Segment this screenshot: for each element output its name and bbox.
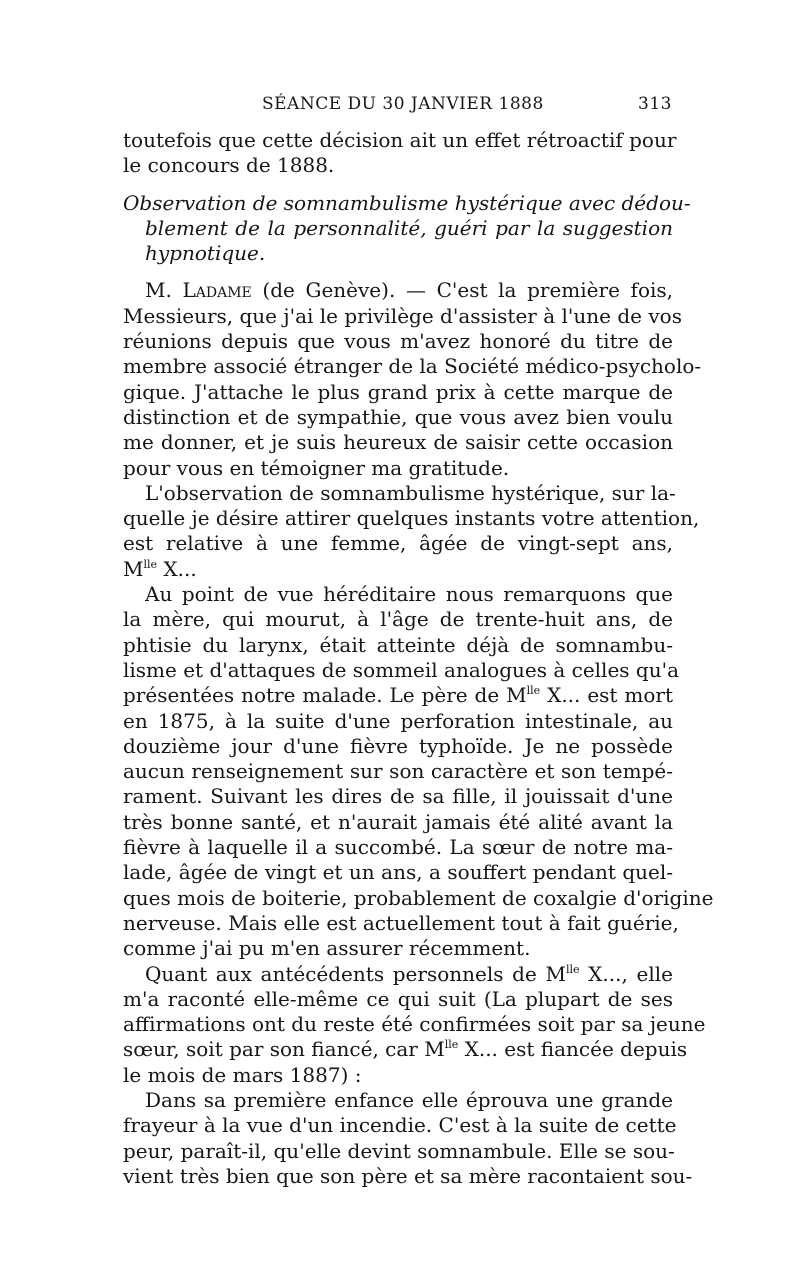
body-text xyxy=(123,128,714,1189)
superscript: lle xyxy=(143,557,158,571)
text-line: Au point de vue héréditaire nous remarquons que xyxy=(145,582,673,607)
text-fragment: X..., elle xyxy=(579,961,673,986)
paragraph-childhood xyxy=(123,1087,693,1189)
speaker-name: Ladame xyxy=(182,278,252,303)
text-line: vient très bien que son père et sa mère racontaient sou- xyxy=(123,1163,693,1188)
superscript: lle xyxy=(526,684,541,698)
speaker-line xyxy=(123,278,673,303)
text-line: ques mois de boiterie, probablement de coxalgie d'origine xyxy=(123,885,714,910)
section-gap xyxy=(123,179,673,191)
superscript: lle xyxy=(444,1038,459,1052)
text-line: m'a raconté elle-même ce qui suit (La plupart de ses xyxy=(123,986,673,1011)
text-line: affirmations ont du reste été confirmées soit par sa jeune xyxy=(123,1012,706,1037)
heading-line: blement de la personnalité, guéri par la suggestion xyxy=(145,215,673,240)
text-line: en 1875, à la suite d'une perforation intestinale, au xyxy=(123,708,673,733)
text-line: phtisie du larynx, était atteinte déjà de somnambu- xyxy=(123,632,673,657)
running-title: SÉANCE DU 30 JANVIER 1888 xyxy=(262,94,544,114)
carryover-paragraph xyxy=(123,128,677,179)
speaker-prefix: M. xyxy=(145,278,183,303)
text-line: comme j'ai pu m'en assurer récemment. xyxy=(123,936,531,961)
text-line xyxy=(123,683,673,708)
paragraph-observation xyxy=(123,480,700,582)
text-line: gique. J'attache le plus grand prix à cette marque de xyxy=(123,379,673,404)
text-line: nerveuse. Mais elle est actuellement tout à fait guérie, xyxy=(123,910,679,935)
running-head xyxy=(262,94,672,118)
text-line: fièvre à laquelle il a succombé. La sœur de notre ma- xyxy=(123,835,673,860)
text-line: est relative à une femme, âgée de vingt-sept ans, xyxy=(123,531,673,556)
text-fragment: présentées notre malade. Le père de M xyxy=(123,683,527,708)
paragraph-opening xyxy=(123,278,702,480)
text-fragment: X... est mort xyxy=(540,683,673,708)
text-line: douzième jour d'une fièvre typhoïde. Je ne possède xyxy=(123,733,673,758)
text-fragment: sœur, soit par son fiancé, car M xyxy=(123,1037,445,1062)
text-fragment: Quant aux antécédents personnels de M xyxy=(145,961,566,986)
text-line: la mère, qui mourut, à l'âge de trente-huit ans, de xyxy=(123,607,673,632)
text-line: très bonne santé, et n'aurait jamais été alité avant la xyxy=(123,809,673,834)
superscript: lle xyxy=(565,962,580,976)
text-line: toutefois que cette décision ait un effet rétroactif pour xyxy=(123,128,677,152)
text-line: frayeur à la vue d'un incendie. C'est à la suite de cette xyxy=(123,1113,677,1138)
text-line: le concours de 1888. xyxy=(123,153,335,178)
text-line: membre associé étranger de la Société médico-psycholo- xyxy=(123,354,702,379)
text-line: quelle je désire attirer quelques instants votre attention, xyxy=(123,506,700,531)
text-line xyxy=(123,1037,688,1062)
paragraph-personal-history xyxy=(123,961,706,1088)
text-fragment: X... xyxy=(157,556,197,581)
text-line: rament. Suivant les dires de sa fille, il jouissait d'une xyxy=(123,784,673,809)
text-line: pour vous en témoigner ma gratitude. xyxy=(123,455,510,480)
text-line: réunions depuis que vous m'avez honoré du titre de xyxy=(123,329,673,354)
text-line: aucun renseignement sur son caractère et son tempé- xyxy=(123,759,673,784)
text-fragment: X... est fiancée depuis xyxy=(458,1037,688,1062)
text-line: peur, paraît-il, qu'elle devint somnambule. Elle se sou- xyxy=(123,1138,675,1163)
speaker-rest: (de Genève). — C'est la première fois, xyxy=(251,278,673,303)
text-line xyxy=(123,962,673,987)
text-line xyxy=(123,557,673,582)
heading-line: Observation de somnambulisme hystérique avec dédou- xyxy=(123,190,691,215)
section-gap xyxy=(123,266,673,278)
paragraph-heredity xyxy=(123,582,714,961)
text-line: Messieurs, que j'ai le privilège d'assister à l'une de vos xyxy=(123,303,682,328)
section-heading xyxy=(123,190,691,267)
text-line: L'observation de somnambulisme hystérique, sur la- xyxy=(145,480,676,505)
heading-line: hypnotique. xyxy=(145,241,266,266)
page-number: 313 xyxy=(638,94,672,114)
text-line: lade, âgée de vingt et un ans, a souffert pendant quel- xyxy=(123,860,673,885)
text-line: lisme et d'attaques de sommeil analogues à celles qu'a xyxy=(123,657,680,682)
text-fragment: M xyxy=(123,556,144,581)
text-line: distinction et de sympathie, que vous avez bien voulu xyxy=(123,404,673,429)
text-line: me donner, et je suis heureux de saisir cette occasion xyxy=(123,430,673,455)
text-line: le mois de mars 1887) : xyxy=(123,1062,362,1087)
text-line: Dans sa première enfance elle éprouva une grande xyxy=(145,1087,673,1112)
